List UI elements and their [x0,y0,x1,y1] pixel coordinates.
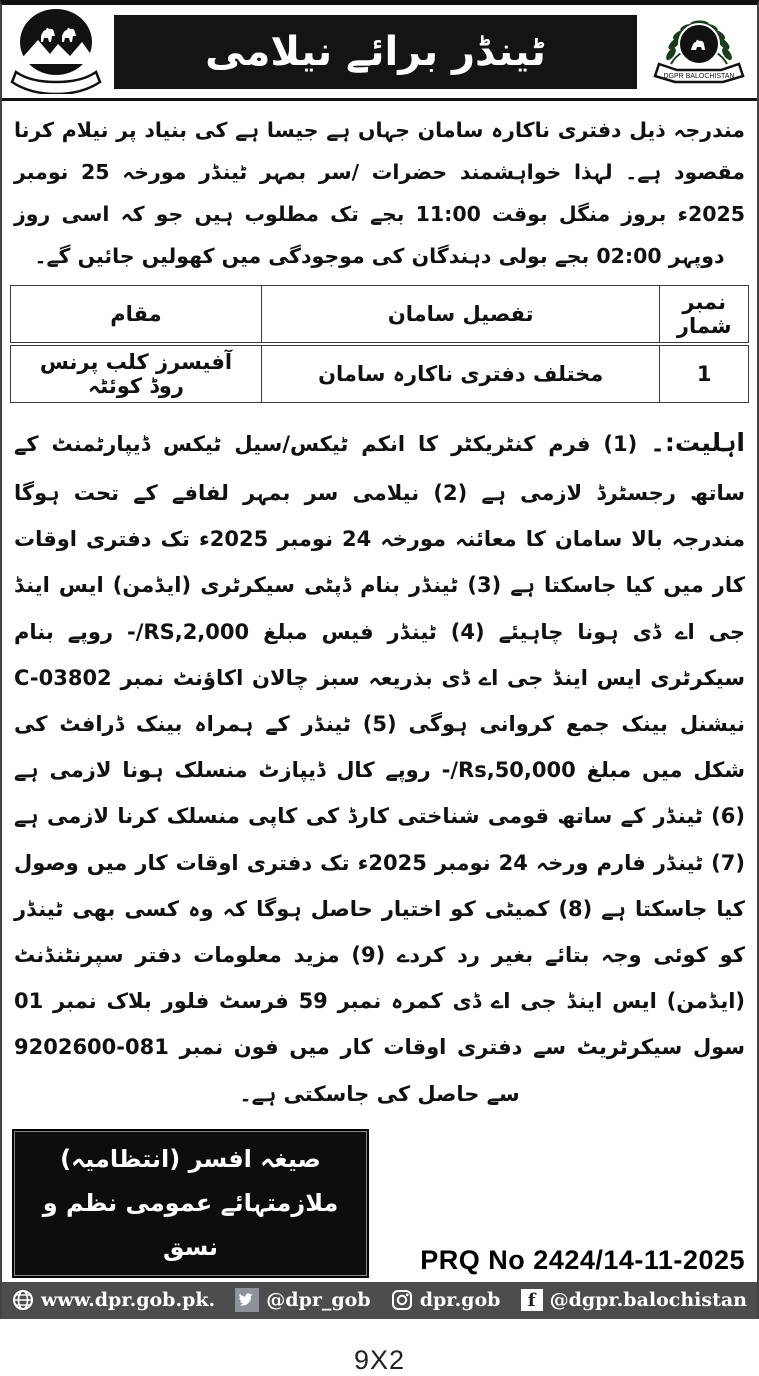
dgpr-balochistan-logo-icon [647,6,751,98]
ad-title: ٹینڈر برائے نیلامی [205,28,546,75]
ad-title-banner [114,15,637,89]
footer-website-label: www.dpr.gob.pk. [41,1289,216,1312]
instagram-icon [391,1289,413,1311]
footer-facebook-label: @dgpr.balochistan [549,1289,747,1312]
dgpr-logo-caption: DGPR BALOCHISTAN [663,72,735,80]
cell-place: آفیسرز کلب پرنس روڈ کوئٹہ [11,344,262,403]
footer-twitter-label: @dpr_gob [266,1289,371,1312]
twitter-icon [235,1288,259,1312]
column-header-serial: نمبر شمار [660,286,749,345]
column-header-detail: تفصیل سامان [261,286,660,345]
signature-box [12,1129,369,1278]
table-row [11,344,749,403]
goods-table-wrap [2,281,757,405]
signature-line-2: ملازمتہائے عمومی نظم و نسق [42,1189,339,1262]
goods-table-header-row [11,286,749,345]
prq-number: PRQ No 2424/14-11-2025 [420,1244,745,1275]
footer-instagram-label: dpr.gob [419,1289,501,1312]
footer-facebook [521,1289,747,1311]
ad-header [2,5,757,101]
column-header-place: مقام [11,286,262,345]
eligibility-text: (1) فرم کنٹریکٹر کا انکم ٹیکس/سیل ٹیکس ڈیپارٹمنٹ کے ساتھ رجسٹرڈ لازمی ہے (2) نیلامی سر بمہر لفافے کے تحت ہوگا مندرجہ بالا سامان کا معائنہ مورخہ 24 نومبر 2025ء تک دفتری اوقات کار میں کیا جاسکتا ہے (3) ٹینڈر بنام ڈپٹی سیکرٹری (ایڈمن) ایس اینڈ جی اے ڈی ہونا چاہیئے (4) ٹینڈر فیس مبلغ RS,2,000/- روپے بنام سیکرٹری ایس اینڈ جی اے ڈی بذریعہ سبز چالان اکاؤنٹ نمبر C-03802 نیشنل بینک جمع کروانی ہوگی (5) ٹینڈر کے ہمراہ بینک ڈرافٹ کی شکل میں مبلغ Rs,50,000/- روپے کال ڈیپازٹ منسلک ہونا لازمی ہے (6) ٹینڈر کے ساتھ قومی شناختی کارڈ کی کاپی منسلک کرنا لازمی ہے (7) ٹینڈر فارم ورخہ 24 نومبر 2025ء تک دفتری اوقات کار میں وصول کیا جاسکتا ہے (8) کمیٹی کو اختیار حاصل ہوگا کہ وہ کسی بھی ٹینڈر کو کوئی وجہ بتائے بغیر رد کردے (9) مزید معلومات دفتر سپرنٹنڈنٹ (ایڈمن) ایس اینڈ جی اے ڈی کمرہ نمبر 59 فرسٹ فلور بلاک نمبر 01 سول سیکرٹریٹ سے دفتری اوقات کار میں فون نمبر 081-9202600 سے حاصل کی جاسکتی ہے۔ [14,432,746,1106]
goods-table [10,285,749,403]
signature-row [2,1123,757,1282]
signature-line-1: صیغہ افسر (انتظامیہ) [60,1144,321,1173]
footer-social-bar [2,1282,757,1319]
globe-icon [12,1289,34,1311]
balochistan-government-emblem-icon [8,6,104,98]
intro-paragraph: مندرجہ ذیل دفتری ناکارہ سامان جہاں ہے جیسا ہے کی بنیاد پر نیلام کرنا مقصود ہے۔ لہذا خواہشمند حضرات /سر بمہر ٹینڈر مورخہ 25 نومبر 2025ء بروز منگل بوقت 11:00 بجے تک مطلوب ہیں جو کہ اسی روز دوپہر 02:00 بجے بولی دہندگان کی موجودگی میں کھولیں جائیں گے۔ [14,118,745,269]
cell-serial: 1 [660,344,749,403]
footer-instagram [391,1289,501,1311]
facebook-icon [521,1289,543,1311]
footer-website [12,1289,215,1311]
cell-detail: مختلف دفتری ناکارہ سامان [261,344,660,403]
eligibility-label: اہلیت:۔ [650,428,745,458]
ad-size-label: 9X2 [353,1344,406,1375]
eligibility-paragraph [2,405,757,1123]
footer-twitter [235,1288,370,1312]
facebook-letter: f [527,1289,536,1311]
